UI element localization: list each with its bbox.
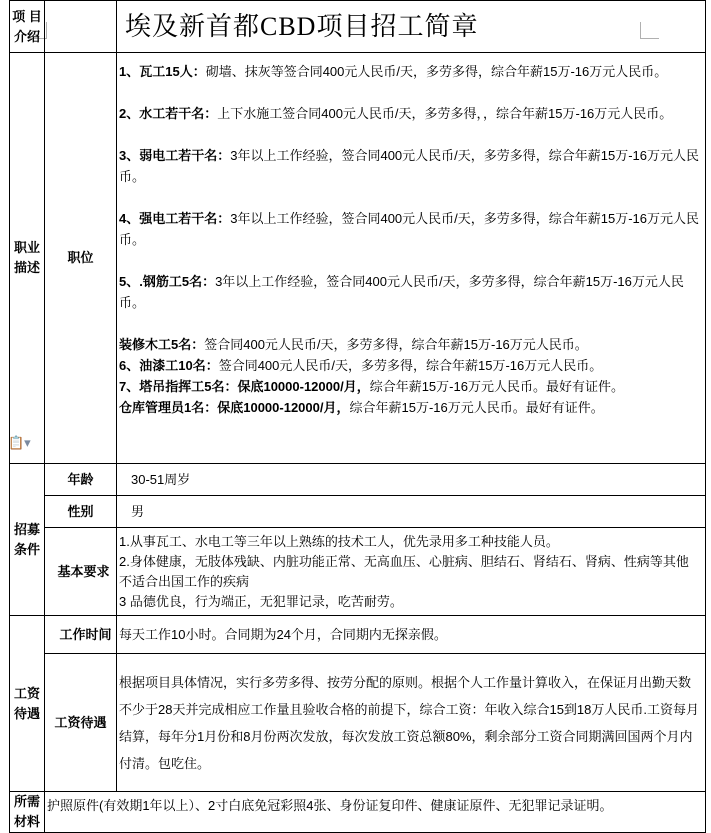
job-item (117, 334, 705, 355)
gender-label: 性别 (45, 496, 117, 528)
job-name: 3、弱电工若干名： (119, 148, 231, 163)
basic-requirements-list (117, 528, 706, 616)
job-section-label (10, 53, 45, 464)
materials-label (10, 792, 45, 833)
job-list (117, 53, 706, 464)
job-section-label-line2: 描述 (13, 260, 40, 275)
basic-requirement-item: 3 品德优良，行为端正，无犯罪记录，吃苦耐劳。 (119, 593, 403, 609)
basic-requirement-item: 2.身体健康，无肢体残缺、内脏功能正常、无高血压、心脏病、胆结石、肾结石、肾病、性病等其他不适合出国工作的疾病 (119, 553, 689, 589)
job-item (117, 271, 705, 313)
job-item (117, 376, 705, 397)
job-desc: 3年以上工作经验，签合同400元人民币/天，多劳多得，综合年薪15万-16万元人民币。 (119, 274, 684, 310)
age-row (10, 464, 706, 496)
job-name: 装修木工5名： (119, 337, 205, 352)
recruitment-table (9, 0, 706, 833)
job-item (117, 145, 705, 187)
project-intro-label-line1: 项 目 (12, 8, 42, 24)
wage-section-label-line2: 待遇 (13, 705, 40, 721)
recruit-section-label (10, 464, 45, 616)
project-intro-label-line2: 介绍 (13, 28, 40, 44)
job-item (117, 208, 705, 250)
job-name: 4、强电工若干名： (119, 211, 231, 226)
job-desc: 3年以上工作经验，签合同400元人民币/天，多劳多得，综合年薪15万-16万元人民币。 (119, 148, 700, 184)
basic-requirements-label: 基本要求 (45, 528, 117, 616)
job-desc: 砌墙、抹灰等签合同400元人民币/天，多劳多得，综合年薪15万-16万元人民币。 (205, 64, 668, 79)
recruit-section-label-line1: 招募 (13, 521, 40, 537)
job-section-label-line1: 职业 (13, 240, 40, 255)
basic-requirement-item: 1.从事瓦工、水电工等三年以上熟练的技术工人，优先录用多工种技能人员。 (119, 533, 559, 549)
job-name: 2、水工若干名： (119, 106, 218, 121)
gender-row (10, 496, 706, 528)
job-name: 仓库管理员1名：保底10000-12000/月， (119, 400, 350, 415)
wage-label: 工资待遇 (45, 654, 117, 792)
worktime-value: 每天工作10小时。合同期为24个月，合同期内无探亲假。 (117, 616, 706, 654)
job-desc: 综合年薪15万-16万元人民币。最好有证件。 (349, 400, 604, 415)
job-name: 5、.钢筋工5名： (119, 274, 216, 289)
worktime-label: 工作时间 (45, 616, 117, 654)
basic-requirements-row (10, 528, 706, 616)
job-row (10, 53, 706, 464)
job-item (117, 397, 705, 418)
page-title: 埃及新首都CBD项目招工简章 (117, 1, 706, 53)
job-name: 7、塔吊指挥工5名：保底10000-12000/月， (119, 379, 370, 394)
materials-row (10, 792, 706, 833)
wage-section-label-line1: 工资 (13, 685, 40, 701)
age-label: 年龄 (45, 464, 117, 496)
wage-row (10, 654, 706, 792)
project-intro-label (10, 1, 45, 53)
materials-label-line1: 所需 (13, 794, 40, 809)
job-desc: 上下水施工签合同400元人民币/天，多劳多得，，综合年薪15万-16万元人民币。 (217, 106, 673, 121)
paste-options-icon[interactable]: 📋▾ (8, 435, 31, 450)
wage-value: 根据项目具体情况，实行多劳多得、按劳分配的原则。根据个人工作量计算收入，在保证月出勤天数不少于28天并完成相应工作量且验收合格的前提下，综合工资：年收入综合15到18万人民币.工资每月结算，每年分1月份和8月份两次发放，每次发放工资总额80%，剩余部分工资合同期满回国两个月内付清。包吃住。 (117, 654, 706, 792)
job-item (117, 61, 705, 82)
job-item (117, 355, 705, 376)
header-blank-cell (45, 1, 117, 53)
header-row (10, 1, 706, 53)
job-name: 6、油漆工10名： (119, 358, 219, 373)
job-desc: 综合年薪15万-16万元人民币。最好有证件。 (369, 379, 624, 394)
position-label: 职位 (45, 53, 117, 464)
gender-value: 男 (117, 496, 706, 528)
job-desc: 签合同400元人民币/天，多劳多得，综合年薪15万-16万元人民币。 (204, 337, 588, 352)
job-item (117, 103, 705, 124)
recruit-section-label-line2: 条件 (13, 541, 40, 557)
materials-label-line2: 材料 (13, 814, 40, 829)
job-name: 1、瓦工15人： (119, 64, 206, 79)
worktime-row (10, 616, 706, 654)
wage-section-label (10, 616, 45, 792)
job-desc: 签合同400元人民币/天，多劳多得，综合年薪15万-16万元人民币。 (218, 358, 603, 373)
materials-value: 护照原件(有效期1年以上）、2寸白底免冠彩照4张、身份证复印件、健康证原件、无犯罪记录证明。 (45, 792, 706, 833)
age-value: 30-51周岁 (117, 464, 706, 496)
job-desc: 3年以上工作经验，签合同400元人民币/天，多劳多得，综合年薪15万-16万元人民币。 (119, 211, 700, 247)
